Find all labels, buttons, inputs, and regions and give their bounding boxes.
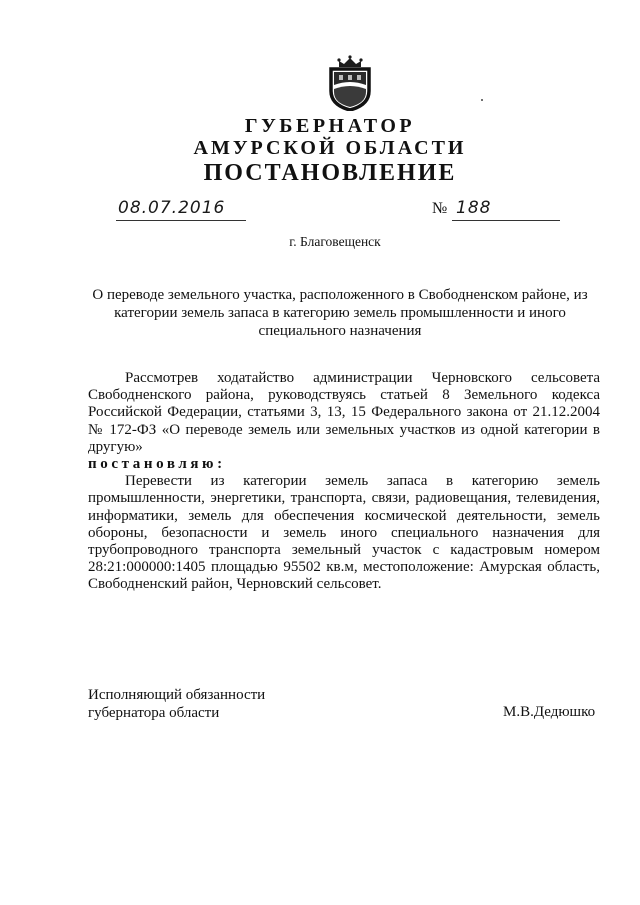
body-paragraph-preamble: Рассмотрев ходатайство администрации Черновского сельсовета Свободненского района, руководствуясь статьей 8 Земельного кодекса Российской Федерации, статьями 3, 13, 15 Федерального закона от 21.12.2004 № 172-ФЗ «О переводе земель или земельных участков из одной категории в другую»	[88, 370, 600, 455]
signatory-title-line1: Исполняющий обязанности	[88, 687, 266, 703]
scan-speck	[481, 99, 483, 101]
number-label: №	[432, 200, 448, 217]
date-field	[116, 198, 246, 221]
signatory-title-line2: губернатора области	[88, 705, 220, 721]
resolve-word: постановляю:	[88, 456, 226, 473]
body-paragraph-resolution: Перевести из категории земель запаса в категорию земель промышленности, энергетики, транспорта, связи, радиовещания, телевидения, информатики, земель для обеспечения космической деятельности, земель обороны, безопасности и земель иного специального назначения для трубопроводного транспорта земельный участок с кадастровым номером 28:21:000000:1405 площадью 95502 кв.м, местоположение: Амурская область, Свободненский район, Черновский сельсовет.	[88, 473, 600, 593]
document-subject: О переводе земельного участка, расположенного в Свободненском районе, из категории земель запаса в категорию земель промышленности и иного специального назначения	[92, 287, 588, 339]
city: г. Благовещенск	[289, 234, 381, 249]
document-date: 08.07.2016	[118, 198, 226, 218]
header-governor: ГУБЕРНАТОР	[244, 115, 416, 137]
signatory-title	[88, 686, 265, 722]
signatory-name: М.В.Дедюшко	[503, 704, 596, 720]
document-body	[88, 370, 600, 594]
coat-of-arms-icon	[325, 55, 375, 111]
header-region: АМУРСКОЙ ОБЛАСТИ	[193, 137, 467, 159]
header-document-type: ПОСТАНОВЛЕНИЕ	[203, 160, 457, 186]
document-number: 188	[456, 198, 492, 218]
number-field	[452, 198, 560, 221]
